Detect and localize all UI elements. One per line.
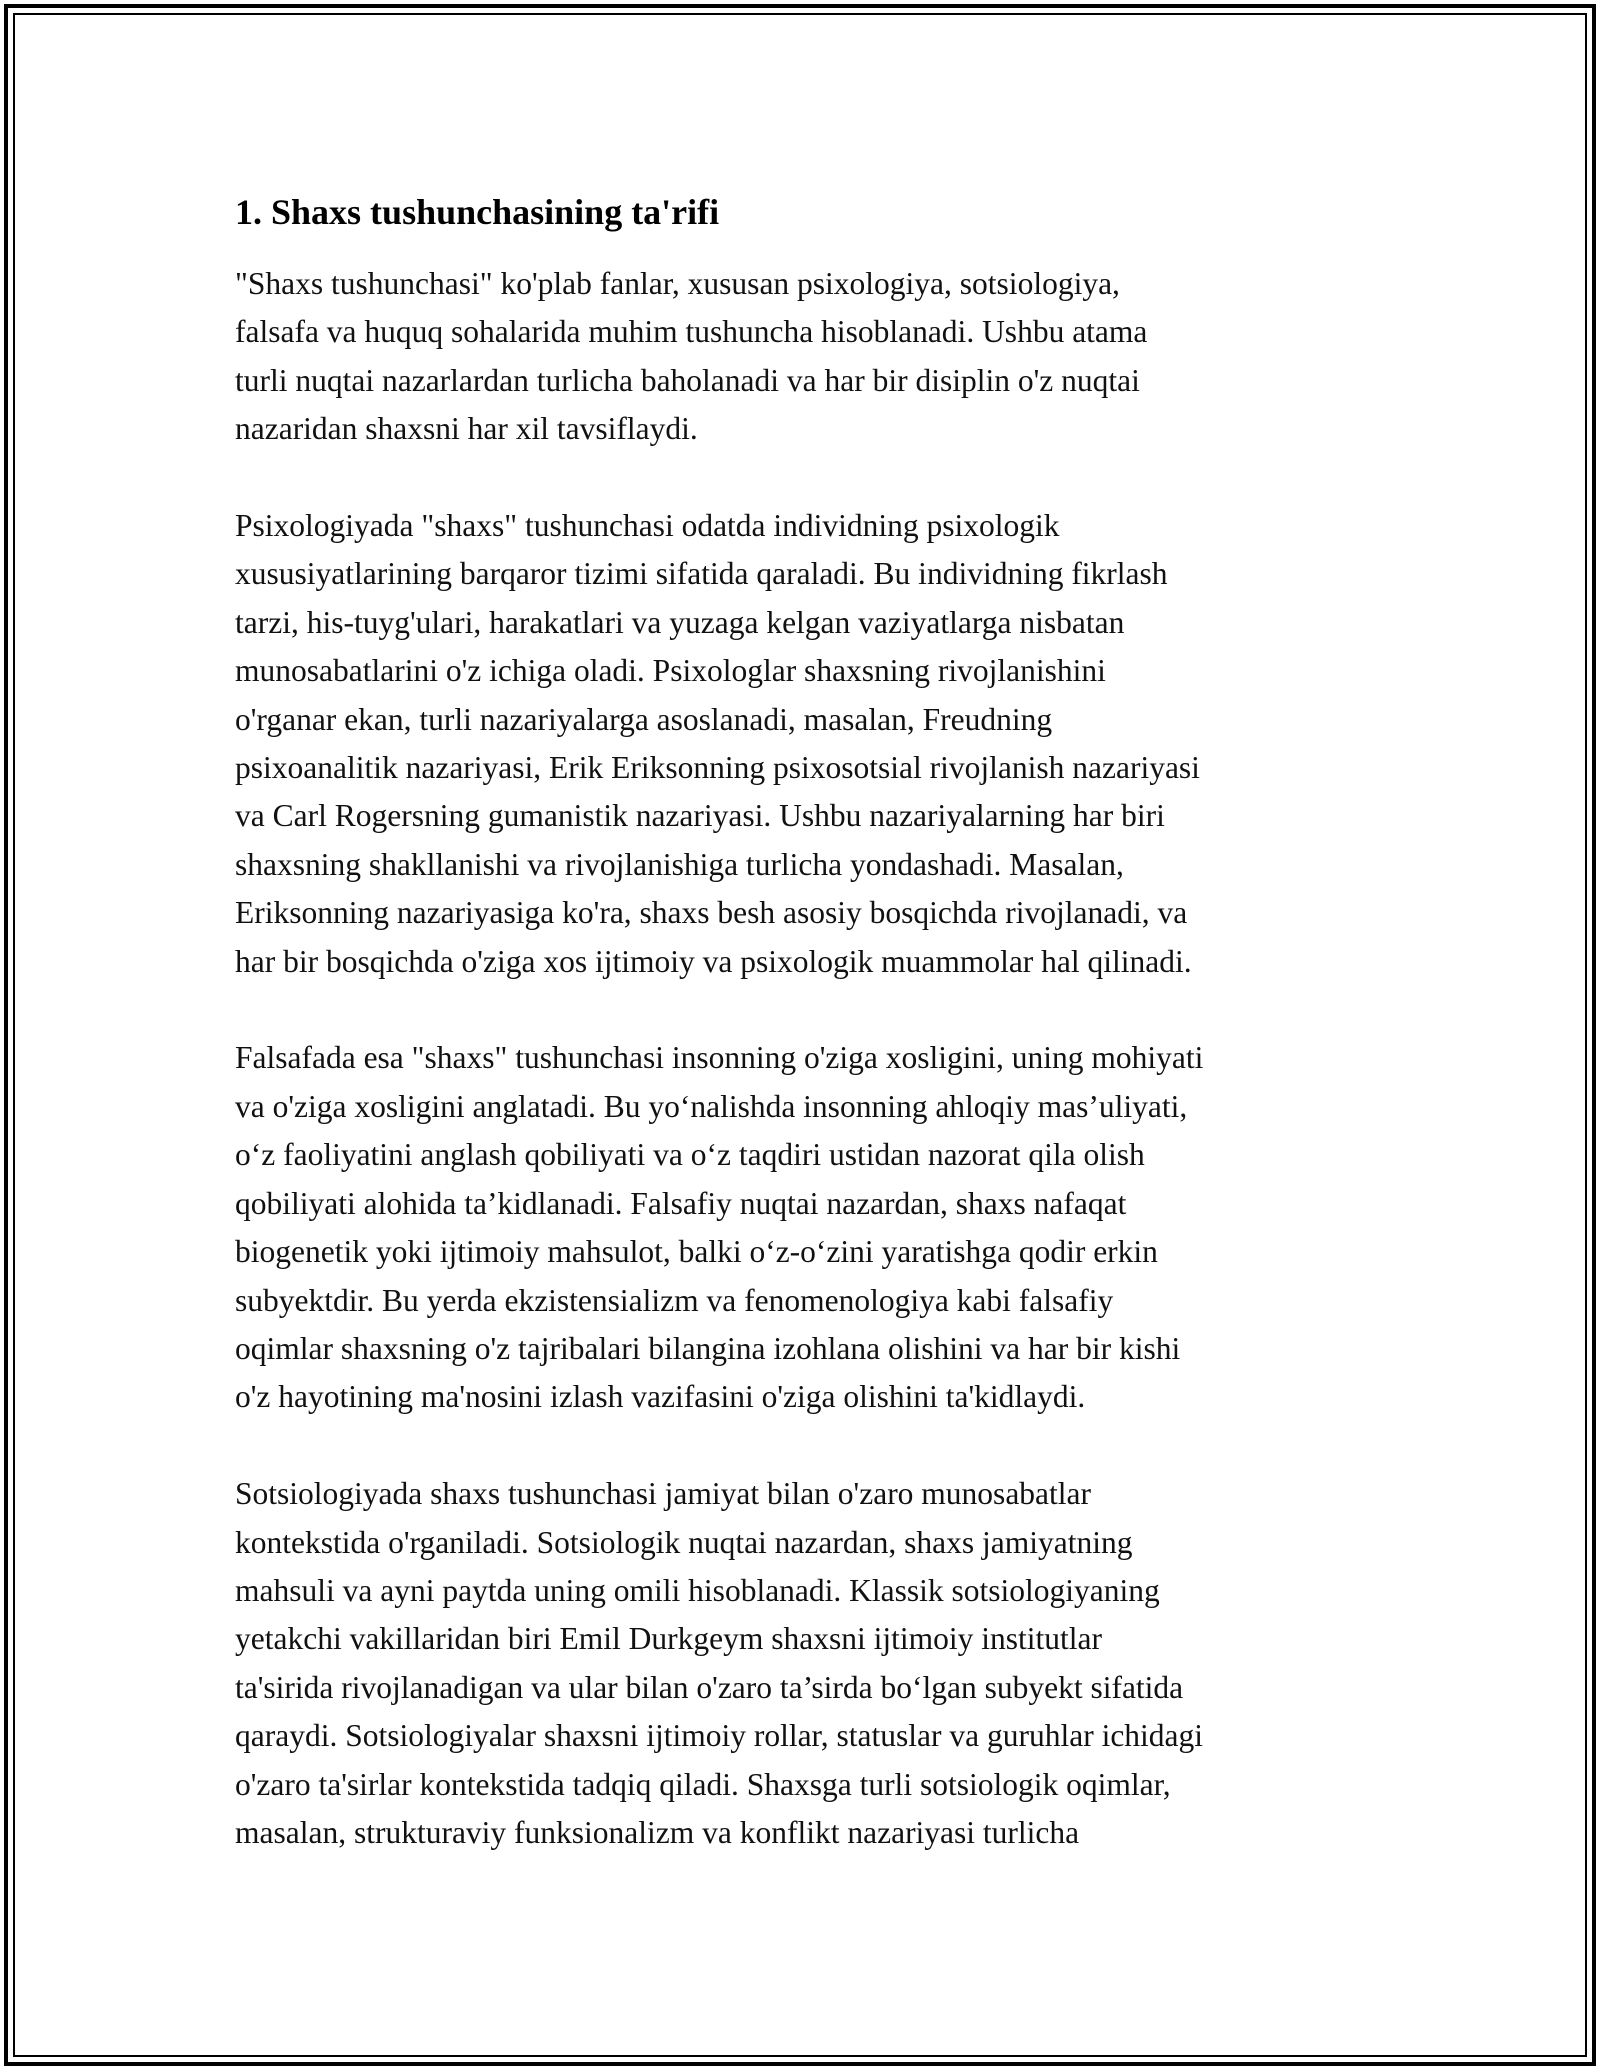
paragraph-line: Eriksonning nazariyasiga ko'ra, shaxs besh asosiy bosqichda rivojlanadi, va xyxy=(235,895,1188,931)
paragraph-line: turli nuqtai nazarlardan turlicha baholanadi va har bir disiplin o'z nuqtai xyxy=(235,362,1140,398)
paragraph-line: tarzi, his-tuyg'ulari, harakatlari va yuzaga kelgan vaziyatlarga nisbatan xyxy=(235,604,1125,640)
paragraph-line: Falsafada esa "shaxs" tushunchasi insonning o'ziga xosligini, uning mohiyati xyxy=(235,1040,1204,1076)
paragraph-line: har bir bosqichda o'ziga xos ijtimoiy va psixologik muammolar hal qilinadi. xyxy=(235,943,1192,979)
paragraph-line: munosabatlarini o'z ichiga oladi. Psixologlar shaxsning rivojlanishini xyxy=(235,653,1106,689)
paragraph-line: mahsuli va ayni paytda uning omili hisoblanadi. Klassik sotsiologiyaning xyxy=(235,1572,1160,1608)
document-body xyxy=(235,188,1385,1857)
paragraph-line: falsafa va huquq sohalarida muhim tushuncha hisoblanadi. Ushbu atama xyxy=(235,314,1148,350)
paragraph-line: "Shaxs tushunchasi" ko'plab fanlar, xususan psixologiya, sotsiologiya, xyxy=(235,266,1120,301)
paragraph-line: qobiliyati alohida ta’kidlanadi. Falsafiy nuqtai nazardan, shaxs nafaqat xyxy=(235,1185,1127,1221)
paragraph-line: kontekstida o'rganiladi. Sotsiologik nuqtai nazardan, shaxs jamiyatning xyxy=(235,1524,1133,1560)
paragraph-line: biogenetik yoki ijtimoiy mahsulot, balki o‘z-o‘zini yaratishga qodir erkin xyxy=(235,1234,1158,1270)
paragraph-psychology xyxy=(235,502,1385,986)
section-heading: 1. Shaxs tushunchasining ta'rifi xyxy=(235,192,720,232)
paragraph-line: o'z hayotining ma'nosini izlash vazifasini o'ziga olishini ta'kidlaydi. xyxy=(235,1379,1086,1415)
paragraph-line: o'rganar ekan, turli nazariyalarga asoslanadi, masalan, Freudning xyxy=(235,701,1053,737)
paragraph-sociology xyxy=(235,1470,1385,1857)
paragraph-line: va Carl Rogersning gumanistik nazariyasi. Ushbu nazariyalarning har biri xyxy=(235,798,1165,834)
paragraph-line: nazaridan shaxsni har xil tavsiflaydi. xyxy=(235,411,698,447)
paragraph-line: shaxsning shakllanishi va rivojlanishiga turlicha yondashadi. Masalan, xyxy=(235,846,1124,882)
paragraph-line: ta'sirida rivojlanadigan va ular bilan o'zaro ta’sirda bo‘lgan subyekt sifatida xyxy=(235,1669,1184,1705)
paragraph-line: yetakchi vakillaridan biri Emil Durkgeym shaxsni ijtimoiy institutlar xyxy=(235,1621,1102,1657)
paragraph-line: masalan, strukturaviy funksionalizm va konflikt nazariyasi turlicha xyxy=(235,1814,1080,1850)
paragraph-line: psixoanalitik nazariyasi, Erik Eriksonning psixosotsial rivojlanish nazariyasi xyxy=(235,750,1200,786)
paragraph-line: o‘z faoliyatini anglash qobiliyati va o‘z taqdiri ustidan nazorat qila olish xyxy=(235,1137,1145,1173)
paragraph-line: qaraydi. Sotsiologiyalar shaxsni ijtimoiy rollar, statuslar va guruhlar ichidagi xyxy=(235,1718,1204,1754)
paragraph-intro xyxy=(235,260,1385,454)
paragraph-line: Sotsiologiyada shaxs tushunchasi jamiyat bilan o'zaro munosabatlar xyxy=(235,1476,1092,1512)
paragraph-line: oqimlar shaxsning o'z tajribalari bilangina izohlana olishini va har bir kishi xyxy=(235,1330,1181,1366)
paragraph-line: o'zaro ta'sirlar kontekstida tadqiq qiladi. Shaxsga turli sotsiologik oqimlar, xyxy=(235,1766,1171,1802)
paragraph-philosophy xyxy=(235,1034,1385,1421)
paragraph-line: Psixologiyada "shaxs" tushunchasi odatda individning psixologik xyxy=(235,508,1060,544)
paragraph-line: xususiyatlarining barqaror tizimi sifatida qaraladi. Bu individning fikrlash xyxy=(235,556,1168,592)
paragraph-line: va o'ziga xosligini anglatadi. Bu yo‘nalishda insonning ahloqiy mas’uliyati, xyxy=(235,1088,1188,1124)
paragraph-line: subyektdir. Bu yerda ekzistensializm va fenomenologiya kabi falsafiy xyxy=(235,1282,1114,1318)
